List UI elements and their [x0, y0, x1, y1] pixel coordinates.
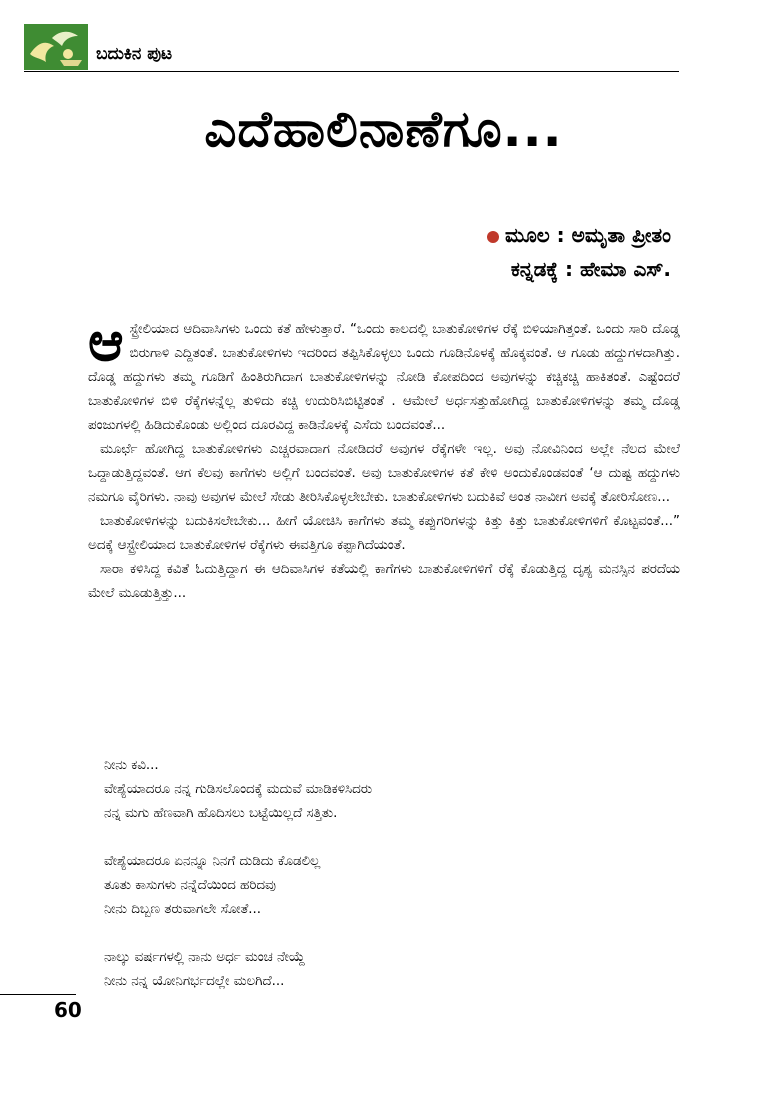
- poem-stanza: [104, 946, 372, 994]
- section-title: ಬದುಕಿನ ಪುಟ: [96, 44, 173, 64]
- section-logo: [24, 24, 88, 70]
- paragraph: ಮೂರ್ಛೆ ಹೋಗಿದ್ದ ಬಾತುಕೋಳಿಗಳು ಎಚ್ಚರವಾದಾಗ ನೋಡಿದರೆ ಅವುಗಳ ರೆಕ್ಕೆಗಳೇ ಇಲ್ಲ. ಅವು ನೋವಿನಿಂದ ಅಲ್ಲೇ ನೆಲದ ಮೇಲೆ ಒದ್ದಾಡುತ್ತಿದ್ದವಂತೆ. ಆಗ ಕೆಲವು ಕಾಗೆಗಳು ಅಲ್ಲಿಗೆ ಬಂದವಂತೆ. ಅವು ಬಾತುಕೋಳಿಗಳ ಕತೆ ಕೇಳಿ ಅಂದುಕೊಂಡವಂತೆ ‘ಆ ದುಷ್ಟ ಹದ್ದುಗಳು ನಮಗೂ ವೈರಿಗಳು. ನಾವು ಅವುಗಳ ಮೇಲೆ ಸೇಡು ತೀರಿಸಿಕೊಳ್ಳಲೇಬೇಕು. ಬಾತುಕೋಳಿಗಳು ಬದುಕಿವೆ ಅಂತ ನಾವೀಗ ಅವಕ್ಕೆ ತೋರಿಸೋಣ...: [88, 442, 680, 505]
- poem: [104, 754, 372, 994]
- poem-line: ತೂತು ಕಾಸುಗಳು ನನ್ನೆದೆಯಿಂದ ಹರಿದವು: [104, 878, 276, 893]
- poem-line: ನೀನು ನನ್ನ ಯೋನಿಗರ್ಭದಲ್ಲೇ ಮಲಗಿದೆ...: [104, 974, 285, 989]
- page-header: [24, 24, 679, 72]
- poem-stanza: [104, 754, 372, 826]
- header-rule: [24, 71, 679, 72]
- bird-emblem-icon: [24, 24, 88, 70]
- credits: [487, 218, 671, 286]
- drop-cap: ಆ: [88, 310, 124, 373]
- poem-stanza: [104, 850, 372, 922]
- poem-line: ನೀನು ದಿಬ್ಬಣ ತರುವಾಗಲೇ ಸೋತೆ...: [104, 902, 262, 917]
- source-credit: [487, 218, 671, 252]
- footer-rule: [0, 994, 76, 995]
- translator-credit: ಕನ್ನಡಕ್ಕೆ : ಹೇಮಾ ಎಸ್.: [510, 257, 671, 281]
- bullet-icon: [487, 231, 499, 243]
- poem-line: ವೇಶ್ಯೆಯಾದರೂ ಏನನ್ನೂ ನಿನಗೆ ದುಡಿದು ಕೊಡಲಿಲ್ಲ: [104, 854, 321, 869]
- source-credit-text: ಮೂಲ : ಅಮೃತಾ ಪ್ರೀತಂ: [504, 223, 671, 247]
- poem-line: ನೀನು ಕವಿ...: [104, 758, 159, 773]
- poem-line: ನನ್ನ ಮಗು ಹೆಣವಾಗಿ ಹೊದಿಸಲು ಬಟ್ಟೆಯಿಲ್ಲದೆ ಸತ್ತಿತು.: [104, 806, 338, 821]
- page-number: 60: [54, 998, 82, 1022]
- article-body: [88, 310, 680, 606]
- poem-line: ವೇಶ್ಯೆಯಾದರೂ ನನ್ನ ಗುಡಿಸಲೊಂದಕ್ಕೆ ಮದುವೆ ಮಾಡಿಕಳಿಸಿದರು: [104, 782, 373, 797]
- paragraph: [88, 310, 680, 438]
- paragraph: ಸಾರಾ ಕಳಿಸಿದ್ದ ಕವಿತೆ ಓದುತ್ತಿದ್ದಾಗ ಈ ಆದಿವಾಸಿಗಳ ಕತೆಯಲ್ಲಿ ಕಾಗೆಗಳು ಬಾತುಕೋಳಿಗಳಿಗೆ ರೆಕ್ಕೆ ಕೊಡುತ್ತಿದ್ದ ದೃಶ್ಯ ಮನಸ್ಸಿನ ಪರದೆಯ ಮೇಲೆ ಮೂಡುತ್ತಿತ್ತು...: [88, 562, 680, 601]
- paragraph: ಬಾತುಕೋಳಿಗಳನ್ನು ಬದುಕಿಸಲೇಬೇಕು... ಹೀಗೆ ಯೋಚಿಸಿ ಕಾಗೆಗಳು ತಮ್ಮ ಕಪ್ಪುಗರಿಗಳನ್ನು ಕಿತ್ತು ಕಿತ್ತು ಬಾತುಕೋಳಿಗಳಿಗೆ ಕೊಟ್ಟವಂತೆ...” ಅದಕ್ಕೆ ಆಸ್ಟ್ರೇಲಿಯಾದ ಬಾತುಕೋಳಿಗಳ ರೆಕ್ಕೆಗಳು ಈವತ್ತಿಗೂ ಕಪ್ಪಾಗಿದೆಯಂತೆ.: [88, 514, 680, 553]
- paragraph-text: ಸ್ಟ್ರೇಲಿಯಾದ ಆದಿವಾಸಿಗಳು ಒಂದು ಕತೆ ಹೇಳುತ್ತಾರೆ. “ಒಂದು ಕಾಲದಲ್ಲಿ ಬಾತುಕೋಳಿಗಳ ರೆಕ್ಕೆ ಬಿಳಿಯಾಗಿತ್ತಂತೆ. ಒಂದು ಸಾರಿ ದೊಡ್ಡ ಬಿರುಗಾಳಿ ಎದ್ದಿತಂತೆ. ಬಾತುಕೋಳಿಗಳು ಇದರಿಂದ ತಪ್ಪಿಸಿಕೊಳ್ಳಲು ಒಂದು ಗೂಡಿನೊಳಕ್ಕೆ ಹೊಕ್ಕವಂತೆ. ಆ ಗೂಡು ಹದ್ದುಗಳದಾಗಿತ್ತು. ದೊಡ್ಡ ಹದ್ದುಗಳು ತಮ್ಮ ಗೂಡಿಗೆ ಹಿಂತಿರುಗಿದಾಗ ಬಾತುಕೋಳಿಗಳನ್ನು ನೋಡಿ ಕೋಪದಿಂದ ಅವುಗಳನ್ನು ಕಚ್ಚಿಕಚ್ಚಿ ಹಾಕಿತಂತೆ. ಎಷ್ಟೆಂದರೆ ಬಾತುಕೋಳಿಗಳ ಬಿಳಿ ರೆಕ್ಕೆಗಳನ್ನೆಲ್ಲ ತುಳಿದು ಕಚ್ಚಿ ಉದುರಿಸಿಬಿಟ್ಟಿತಂತೆ . ಆಮೇಲೆ ಅರ್ಧಸತ್ತುಹೋಗಿದ್ದ ಬಾತುಕೋಳಿಗಳನ್ನು ತಮ್ಮ ದೊಡ್ಡ ಪಂಜುಗಳಲ್ಲಿ ಹಿಡಿದುಕೊಂಡು ಅಲ್ಲಿಂದ ದೂರವಿದ್ದ ಕಾಡಿನೊಳಕ್ಕೆ ಎಸೆದು ಬಂದವಂತೆ...: [88, 322, 680, 433]
- article-title: ಎದೆಹಾಲಿನಾಣೆಗೂ...: [204, 100, 563, 158]
- poem-line: ನಾಲ್ಕು ವರ್ಷಗಳಲ್ಲಿ ನಾನು ಅರ್ಧ ಮಂಚ ನೇಯ್ದೆ: [104, 950, 305, 965]
